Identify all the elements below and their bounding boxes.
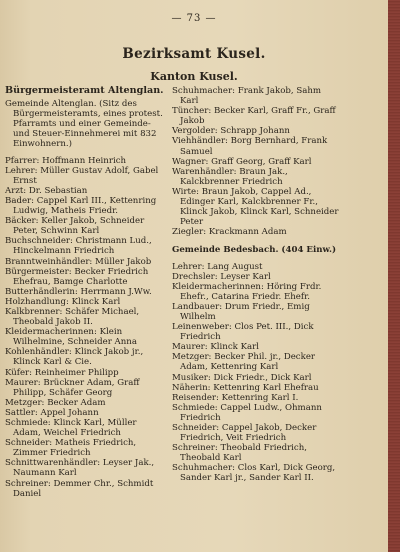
section-heading: Bürgermeisteramt Altenglan. [5,85,164,96]
entry-list [172,86,340,237]
list-item: Buchschneider: Christmann Lud., Hinckelmann Friedrich [5,236,152,257]
list-item: Bader: Cappel Karl III., Kettenring Ludwig, Matheis Friedr. [5,195,157,217]
list-item: Schmiede: Cappel Ludw., Ohmann Friedrich [172,402,322,423]
list-item: Schuhmacher: Clos Karl, Dick Georg, Sander Karl jr., Sander Karl II. [172,463,336,484]
list-item: Vergolder: Schrapp Johann [172,126,290,137]
list-item: Schmiede: Klinck Karl, Müller Adam, Weichel Friedrich [5,418,137,439]
list-item: Näherin: Kettenring Karl Ehefrau [172,382,319,393]
list-item: Tüncher: Becker Karl, Graff Fr., Graff Jakob [172,106,336,127]
list-item: Ziegler: Krackmann Adam [172,227,287,238]
right-column [172,86,340,484]
list-item: Pfarrer: Hoffmann Heinrich [5,155,127,166]
list-item: Holzhandlung: Klinck Karl [5,296,121,307]
list-item: Schuhmacher: Frank Jakob, Sahm Karl [172,86,322,107]
list-item: Metzger: Becker Adam [5,397,106,408]
list-item: Drechsler: Leyser Karl [172,271,271,282]
list-item: Maurer: Klinck Karl [172,342,259,353]
page-subtitle: Kanton Kusel. [150,70,238,83]
list-item: Kohlenhändler: Klinck Jakob jr., Klinck Karl & Cie. [5,347,144,368]
list-item: Metzger: Becker Phil. jr., Decker Adam, Kettenring Karl [172,352,316,373]
list-item: Reisender: Kettenring Karl I. [172,392,299,403]
list-item: Wagner: Graff Georg, Graff Karl [172,156,312,167]
list-item: Kleidermacherinnen: Klein Wilhelmine, Schneider Anna [5,327,137,348]
list-item: Schreiner: Theobald Friedrich, Theobald Karl [172,443,308,464]
list-item: Küfer: Reinheimer Philipp [5,367,119,378]
book-spine [388,0,400,552]
list-item: Warenhändler: Braun Jak., Kalckbrenner Friedrich [172,166,288,187]
list-item: Kalkbrenner: Schäfer Michael, Theobald Jakob II. [5,306,140,328]
gemeinde-heading: Gemeinde Bedesbach. (404 Einw.) [172,245,337,256]
list-item: Sattler: Appel Johann [5,407,99,418]
list-item: Arzt: Dr. Sebastian [5,185,88,196]
list-item: Bäcker: Keller Jakob, Schneider Peter, Schwinn Karl [5,216,145,237]
list-item: Musiker: Dick Friedr., Dick Karl [172,372,312,383]
list-item: Wirte: Braun Jakob, Cappel Ad., Edinger Karl, Kalckbrenner Fr., Klinck Jakob, Klinck Karl, Schneider Peter [172,186,339,228]
list-item: Leinenweber: Clos Pet. III., Dick Friedrich [172,322,314,343]
list-item: Landbauer: Drum Friedr., Emig Wilhelm [172,301,310,322]
list-item: Butterhändlerin: Herrmann J.Ww. [5,286,152,297]
list-item: Schneider: Cappel Jakob, Decker Friedrich, Veit Friedrich [172,423,317,444]
list-item: Schneider: Matheis Friedrich, Zimmer Friedrich [5,438,137,459]
list-item: Kleidermacherinnen: Höring Frdr. Ehefr., Catarina Friedr. Ehefr. [172,281,322,302]
list-item: Branntweinhändler: Müller Jakob [5,256,152,267]
list-item: Bürgermeister: Becker Friedrich Ehefrau, Bamge Charlotte [5,266,149,287]
left-column [5,86,165,499]
list-item: Lehrer: Lang August [172,261,263,272]
list-item: Gemeinde Altenglan. (Sitz des Bürgermeisteramts, eines protest. Pfarramts und einer Gemeinde- und Steuer-Einnehmerei mit 832 Einwohnern.) [5,99,163,150]
page-number: — 73 — [171,13,217,24]
list-item: Schnittwarenhändler: Leyser Jak., Naumann Karl [5,458,155,479]
intro-block [5,99,165,149]
list-item: Maurer: Brückner Adam, Graff Philipp, Schäfer Georg [5,377,140,398]
page-title: Bezirksamt Kusel. [122,46,266,62]
list-item: Lehrer: Müller Gustav Adolf, Gabel Ernst [5,165,159,186]
entry-list [172,262,340,484]
entry-list [5,156,165,499]
list-item: Schreiner: Demmer Chr., Schmidt Daniel [5,478,154,499]
list-item: Viehhändler: Borg Bernhard, Frank Samuel [172,136,328,157]
